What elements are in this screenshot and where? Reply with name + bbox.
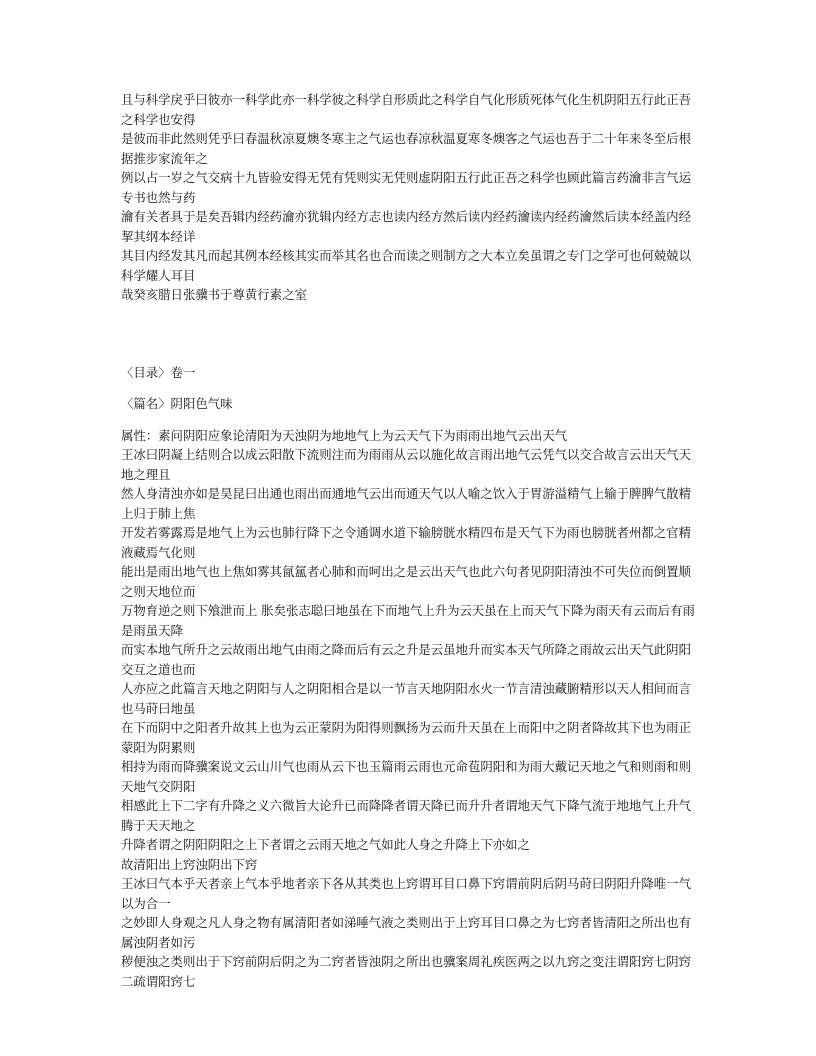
document-page: [121, 90, 699, 991]
heading-spacer: [121, 414, 699, 426]
preface-paragraph: 是彼而非此然则凭乎曰春温秋凉夏燠冬寒主之气运也春凉秋温夏寒冬燠客之气运也吾于二十年来冬至后根据推步家流年之: [121, 131, 691, 166]
body-paragraph: 王冰曰气本乎天者亲上气本乎地者亲下各从其类也上窍谓耳目口鼻下窍谓前阴后阴马莳曰阴阳升降唯一气以为合一: [121, 876, 691, 911]
preface-paragraph: 例以占一岁之气交病十九皆验安得无凭有凭则实无凭则虚阴阳五行此正吾之科学也顾此篇言药瀹非言气运专书也然与药: [121, 170, 691, 205]
body-paragraph: 秽便浊之类则出于下窍前阴后阴之为二窍者皆浊阴之所出也骥案周礼疾医两之以九窍之变注谓阳窍七阴窍二疏谓阳窍七: [121, 954, 691, 989]
heading-spacer: [121, 382, 699, 394]
body-paragraph: 在下而阴中之阳者升故其上也为云正蒙阴为阳得则飘扬为云而升天虽在上而阳中之阴者降故其下也为雨正蒙阳为阴累则: [121, 720, 691, 755]
preface-paragraph: 其目内经发其凡而起其例本经核其实而举其名也合而读之则制方之大本立矣虽谓之专门之学可也何兢兢以科学耀人耳目: [121, 248, 691, 283]
preface-paragraph: 且与科学戾乎曰彼亦一科学此亦一科学彼之科学自形质此之科学自气化形质死体气化生机阴阳五行此正吾之科学也安得: [121, 92, 691, 127]
body-paragraph: 能出是雨出地气也上焦如雾其氤氲者心肺和而呵出之是云出天气也此六句者见阴阳清浊不可失位而倒置顺之则天地位而: [121, 564, 691, 599]
body-paragraph: 相持为雨而降骥案说文云山川气也雨从云下也玉篇雨云雨也元命苞阴阳和为雨大戴记天地之气和则雨和则天地气交阴阳: [121, 759, 691, 794]
body-paragraph: 升降者谓之阴阳阴阳之上下者谓之云雨天地之气如此人身之升降上下亦如之: [121, 837, 530, 852]
body-paragraph: 之妙即人身观之凡人身之物有属清阳者如涕唾气液之类则出于上窍耳目口鼻之为七窍者皆清阳之所出也有属浊阴者如污: [121, 915, 691, 950]
body-paragraph: 故清阳出上窍浊阴出下窍: [121, 856, 258, 872]
section-spacer: [121, 305, 699, 363]
body-paragraph: 开发若雾露焉是地气上为云也肺行降下之令通调水道下输膀胱水精四布是天气下为雨也膀胱者州都之官精液藏焉气化则: [121, 525, 691, 560]
body-paragraph: 而实本地气所升之云故雨出地气由雨之降而后有云之升是云虽地升而实本天气所降之雨故云出天气此阴阳交互之道也而: [121, 642, 691, 677]
body-paragraph: 然人身清浊亦如是昊昆曰出通也雨出而通地气云出而通天气以人喻之饮入于胃游溢精气上输于脾脾气散精上归于肺上焦: [121, 486, 691, 521]
body-paragraph: 相感此上下二字有升降之义六微旨大论升已而降降者谓天降已而升升者谓地天气下降气流于地地气上升气腾于天天地之: [121, 798, 691, 833]
body-paragraph: 人亦应之此篇言天地之阴阳与人之阴阳相合是以一节言天地阴阳水火一节言清浊藏腑精形以天人相间而言也马莳曰地虽: [121, 681, 691, 716]
body-paragraph: 王冰曰阴凝上结则合以成云阳散下流则注而为雨雨从云以施化故言雨出地气云凭气以交合故言云出天气天地之理且: [121, 447, 691, 482]
volume-heading: 〈目录〉卷一: [121, 364, 196, 380]
preface-paragraph: 瀹有关者具于是矣吾辑内经药瀹亦犹辑内经方志也读内经方然后读内经药瀹读内经药瀹然后读本经盖内经挈其纲本经详: [121, 209, 691, 244]
chapter-heading: 〈篇名〉阴阳色气味: [121, 396, 233, 411]
body-block: [121, 426, 699, 992]
body-paragraph: 属性：素问阴阳应象论清阳为天浊阴为地地气上为云天气下为雨雨出地气云出天气: [121, 427, 568, 443]
preface-block: [121, 90, 699, 305]
body-paragraph: 万物育逆之则下飧泄而上 胀矣张志聪曰地虽在下而地气上升为云天虽在上而天气下降为雨天有云而后有雨是雨虽天降: [121, 603, 695, 638]
preface-paragraph: 哉癸亥腊日张骥书于尊黄行素之室: [121, 287, 307, 302]
